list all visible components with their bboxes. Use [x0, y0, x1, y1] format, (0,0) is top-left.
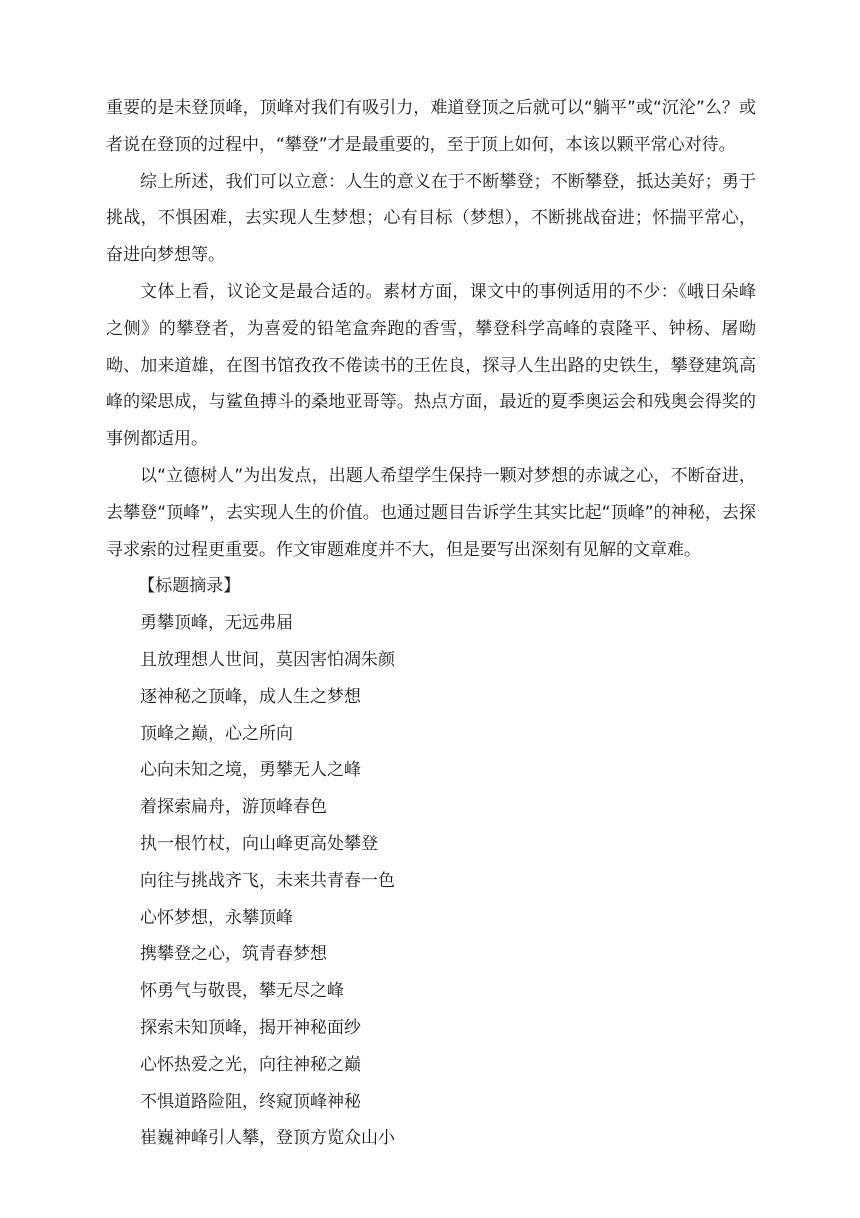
title-item: 着探索扁舟，游顶峰春色 — [140, 797, 327, 818]
paragraph-summary: 综上所述，我们可以立意：人生的意义在于不断攀登；不断攀登，抵达美好；勇于挑战，不惧困难，去实现人生梦想；心有目标（梦想），不断挑战奋进；怀揣平常心，奋进向梦想等。 — [106, 171, 756, 266]
title-item: 勇攀顶峰，无远弗届 — [140, 613, 293, 634]
document-page — [106, 90, 756, 1157]
title-item: 怀勇气与敬畏，攀无尽之峰 — [140, 981, 344, 1002]
title-item: 崔巍神峰引人攀，登顶方览众山小 — [140, 1128, 395, 1149]
section-heading: 【标题摘录】 — [138, 576, 241, 597]
title-item: 顶峰之巅，心之所向 — [140, 723, 293, 744]
title-item: 向往与挑战齐飞，未来共青春一色 — [140, 870, 395, 891]
title-item: 心向未知之境，勇攀无人之峰 — [140, 760, 361, 781]
title-item: 不惧道路险阻，终窥顶峰神秘 — [140, 1091, 361, 1112]
paragraph-materials: 文体上看，议论文是最合适的。素材方面，课文中的事例适用的不少：《峨日朵峰之侧》的攀登者，为喜爱的铅笔盒奔跑的香雪，攀登科学高峰的袁隆平、钟杨、屠呦呦、加来道雄，在图书馆孜孜不倦读书的王佐良，探寻人生出路的史铁生，攀登建筑高峰的梁思成，与鲨鱼搏斗的桑地亚哥等。热点方面，最近的夏季奥运会和残奥会得奖的事例都适用。 — [106, 281, 756, 450]
title-item: 携攀登之心，筑青春梦想 — [140, 944, 327, 965]
title-item: 心怀热爱之光，向往神秘之巅 — [140, 1054, 361, 1075]
title-item: 逐神秘之顶峰，成人生之梦想 — [140, 686, 361, 707]
title-list — [106, 605, 756, 1157]
title-item: 心怀梦想，永攀顶峰 — [140, 907, 293, 928]
title-item: 执一根竹杖，向山峰更高处攀登 — [140, 833, 378, 854]
paragraph-continuation: 重要的是未登顶峰，顶峰对我们有吸引力，难道登顶之后就可以“躺平”或“沉沦”么？或者说在登顶的过程中，“攀登”才是最重要的，至于顶上如何，本该以颗平常心对待。 — [106, 98, 756, 155]
paragraph-intent: 以“立德树人”为出发点，出题人希望学生保持一颗对梦想的赤诚之心，不断奋进，去攀登“顶峰”，去实现人生的价值。也通过题目告诉学生其实比起“顶峰”的神秘，去探寻求索的过程更重要。作文审题难度并不大，但是要写出深刻有见解的文章难。 — [106, 465, 756, 560]
title-item: 探索未知顶峰，揭开神秘面纱 — [140, 1017, 361, 1038]
title-item: 且放理想人世间，莫因害怕凋朱颜 — [140, 649, 395, 670]
